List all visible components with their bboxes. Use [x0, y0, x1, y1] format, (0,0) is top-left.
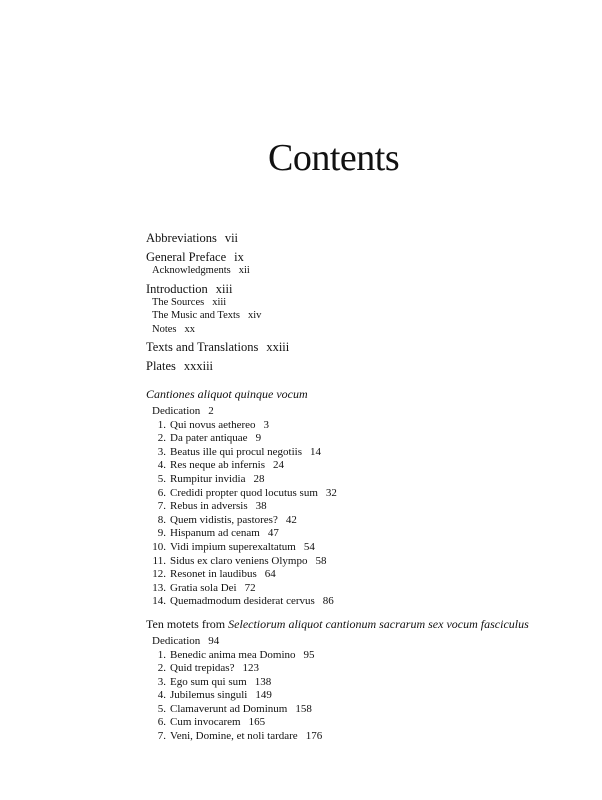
- toc-entry-page: xiv: [248, 310, 262, 321]
- toc-entry-title: Vidi impium superexaltatum: [170, 540, 296, 553]
- toc-item-number: 1.: [157, 648, 166, 661]
- toc-entry-plates[interactable]: [146, 357, 576, 376]
- toc-entry-page: xii: [238, 265, 250, 276]
- toc-item-number: 7.: [157, 730, 166, 743]
- toc-entry-page: 9: [255, 432, 262, 445]
- toc-entry-page: xiii: [212, 296, 227, 308]
- toc-entry-page: 2: [208, 405, 214, 417]
- toc-item-number: 4.: [157, 689, 166, 702]
- toc-subentry-acknowledgments[interactable]: [146, 266, 576, 280]
- section1-list: [146, 420, 576, 610]
- toc-entry-texts-and-translations[interactable]: [146, 338, 576, 357]
- toc-entry-title: The Sources: [152, 296, 205, 308]
- toc-list-item[interactable]: [146, 515, 576, 529]
- toc-entry-dedication[interactable]: [146, 406, 576, 420]
- toc-entry-title: Dedication: [152, 405, 201, 417]
- toc-item-number: 9.: [157, 527, 166, 540]
- toc-entry-title: Acknowledgments: [152, 265, 231, 276]
- toc-entry-page: ix: [234, 250, 244, 264]
- toc-entry-page: 14: [309, 445, 321, 458]
- toc-list-item[interactable]: [146, 650, 576, 664]
- toc-list-item[interactable]: [146, 717, 576, 731]
- toc-entry-title: Ego sum qui sum: [170, 675, 247, 688]
- toc-entry-title: Plates: [146, 359, 176, 373]
- toc-entry-page: 32: [325, 486, 337, 499]
- toc-list-item[interactable]: [146, 488, 576, 502]
- toc-item-number: 6.: [157, 716, 166, 729]
- toc-item-number: 3.: [157, 675, 166, 688]
- toc-entry-title: Texts and Translations: [146, 340, 259, 354]
- toc-entry-title: Cum invocarem: [170, 716, 241, 729]
- toc-entry-title: Sidus ex claro veniens Olympo: [170, 554, 308, 567]
- toc-entry-title: Notes: [152, 323, 177, 335]
- toc-item-number: 6.: [157, 486, 166, 499]
- toc-entry-title: Da pater antiquae: [170, 432, 248, 445]
- toc-entry-title: Rebus in adversis: [170, 500, 248, 513]
- toc-entry-title: Rumpitur invidia: [170, 472, 246, 485]
- toc-entry-page: xiii: [215, 281, 233, 296]
- toc-entry-page: 64: [264, 568, 276, 581]
- toc-entry-page: 24: [273, 459, 284, 472]
- toc-entry-page: 3: [263, 418, 270, 431]
- toc-entry-page: 95: [303, 648, 315, 661]
- toc-entry-page: vii: [224, 231, 239, 245]
- toc-entry-title: Gratia sola Dei: [170, 581, 237, 594]
- section-title-prefix: Ten motets from: [146, 616, 229, 631]
- toc-item-number: 10.: [152, 540, 166, 553]
- toc-entry-title: Introduction: [146, 281, 208, 296]
- toc-entry-page: 138: [254, 675, 272, 688]
- section-title-italic: Selectiorum aliquot cantionum sacrarum sex vocum fasciculus: [228, 616, 529, 631]
- toc-entry-page: xx: [184, 323, 195, 335]
- toc-entry-title: Jubilemus singuli: [170, 689, 248, 702]
- toc-list-item[interactable]: [146, 596, 576, 610]
- toc-list-item[interactable]: [146, 542, 576, 556]
- toc-entry-page: 176: [305, 730, 323, 743]
- toc-item-number: 2.: [157, 432, 166, 445]
- toc-entry-page: 54: [303, 540, 315, 553]
- table-of-contents: [146, 229, 576, 745]
- toc-item-number: 5.: [157, 472, 166, 485]
- toc-list-item[interactable]: [146, 677, 576, 691]
- toc-item-number: 11.: [152, 554, 166, 567]
- toc-entry-title: Abbreviations: [146, 231, 217, 245]
- toc-item-number: 14.: [152, 595, 166, 608]
- section2-list: [146, 650, 576, 745]
- section-heading-cantiones: [146, 388, 576, 406]
- toc-entry-page: 86: [322, 595, 334, 608]
- toc-entry-page: 123: [242, 662, 259, 675]
- toc-item-number: 4.: [157, 459, 166, 472]
- toc-list-item[interactable]: [146, 447, 576, 461]
- toc-list-item[interactable]: [146, 433, 576, 447]
- toc-entry-dedication[interactable]: [146, 636, 576, 650]
- toc-entry-page: 158: [295, 702, 312, 715]
- toc-list-item[interactable]: [146, 528, 576, 542]
- toc-list-item[interactable]: [146, 663, 576, 677]
- toc-entry-page: 165: [248, 716, 266, 729]
- toc-entry-title: Hispanum ad cenam: [170, 527, 260, 540]
- toc-list-item[interactable]: [146, 474, 576, 488]
- page-title: Contents: [268, 137, 400, 179]
- toc-item-number: 2.: [157, 662, 166, 675]
- toc-entry-page: 58: [315, 554, 327, 567]
- toc-item-number: 8.: [157, 513, 166, 526]
- toc-entry-title: Qui novus aethereo: [170, 418, 256, 431]
- section-heading-ten-motets: [146, 618, 576, 636]
- toc-entry-page: 28: [253, 472, 265, 485]
- toc-entry-page: 149: [255, 689, 272, 702]
- toc-item-number: 12.: [152, 568, 166, 581]
- toc-list-item[interactable]: [146, 501, 576, 515]
- toc-list-item[interactable]: [146, 731, 576, 745]
- toc-entry-title: Benedic anima mea Domino: [170, 648, 296, 661]
- toc-subentry-the-sources[interactable]: [146, 298, 576, 312]
- toc-item-number: 7.: [157, 500, 166, 513]
- toc-entry-page: 47: [267, 527, 279, 540]
- toc-list-item[interactable]: [146, 690, 576, 704]
- section-title: Cantiones aliquot quinque vocum: [146, 387, 308, 401]
- toc-entry-page: 42: [285, 513, 297, 526]
- toc-entry-title: Res neque ab infernis: [170, 459, 265, 472]
- toc-list-item[interactable]: [146, 420, 576, 434]
- toc-list-item[interactable]: [146, 556, 576, 570]
- toc-entry-title: Clamaverunt ad Dominum: [170, 702, 288, 715]
- toc-item-number: 5.: [157, 702, 166, 715]
- toc-item-number: 13.: [152, 581, 166, 594]
- toc-subentry-notes[interactable]: [146, 325, 576, 339]
- toc-entry-title: Quid trepidas?: [170, 662, 235, 675]
- toc-entry-abbreviations[interactable]: [146, 229, 576, 248]
- toc-entry-title: Quem vidistis, pastores?: [170, 513, 278, 526]
- toc-item-number: 3.: [157, 445, 166, 458]
- toc-entry-title: Quemadmodum desiderat cervus: [170, 595, 315, 608]
- toc-subentry-music-and-texts[interactable]: [146, 311, 576, 325]
- toc-list-item[interactable]: [146, 460, 576, 474]
- toc-entry-title: General Preface: [146, 250, 227, 264]
- toc-list-item[interactable]: [146, 704, 576, 718]
- toc-item-number: 1.: [157, 418, 166, 431]
- toc-entry-title: Resonet in laudibus: [170, 568, 257, 581]
- toc-entry-introduction[interactable]: [146, 280, 576, 299]
- toc-entry-page: xxxiii: [183, 359, 214, 373]
- toc-list-item[interactable]: [146, 583, 576, 597]
- toc-entry-title: Veni, Domine, et noli tardare: [170, 730, 298, 743]
- toc-entry-title: Credidi propter quod locutus sum: [170, 486, 318, 499]
- toc-entry-title: The Music and Texts: [152, 310, 241, 321]
- toc-list-item[interactable]: [146, 569, 576, 583]
- toc-entry-title: Beatus ille qui procul negotiis: [170, 445, 302, 458]
- toc-entry-title: Dedication: [152, 634, 201, 647]
- toc-entry-page: 72: [244, 581, 256, 594]
- toc-entry-page: xxiii: [266, 340, 290, 354]
- toc-entry-page: 94: [208, 634, 220, 647]
- toc-entry-page: 38: [255, 500, 267, 513]
